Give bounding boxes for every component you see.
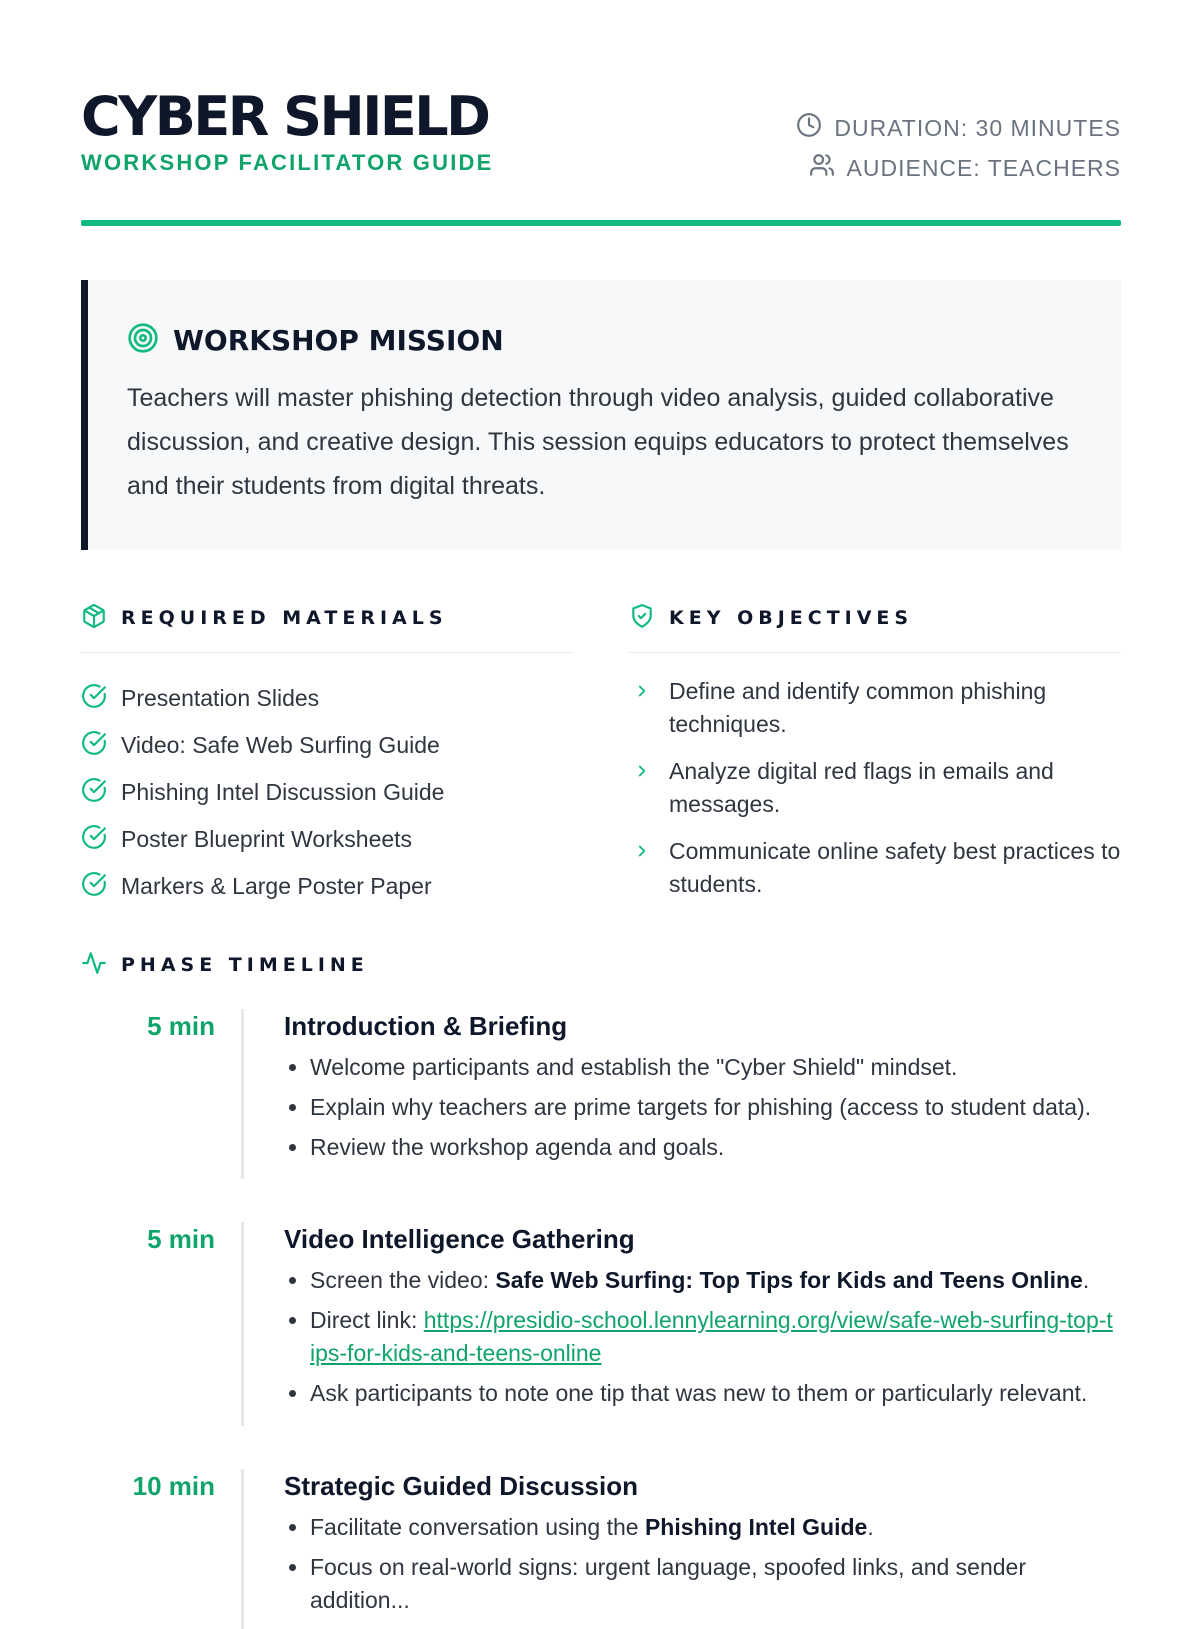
phase-body [284,1469,1114,1624]
brand-title: CYBER SHIELD [81,85,489,148]
phase-duration: 5 min [147,1011,215,1041]
check-circle-icon [81,777,121,809]
timeline-title: PHASE TIMELINE [121,954,369,976]
phase-title: Strategic Guided Discussion [284,1471,638,1501]
list-item: • Welcome participants and establish the "Cyber Shield" mindset. [310,1051,1114,1084]
list-item [629,835,1121,901]
check-circle-icon [81,683,121,715]
chevron-right-icon [629,755,669,790]
list-item [81,769,573,816]
objectives-heading [629,604,1121,632]
mission-heading [127,322,504,359]
box-icon [81,603,107,634]
list-item [310,1304,1114,1370]
target-icon [127,322,159,359]
guide-title: Phishing Intel Guide [644,1514,868,1540]
phase-title: Video Intelligence Gathering [284,1224,635,1254]
materials-section [81,604,573,910]
list-item [81,722,573,769]
phase-duration: 5 min [147,1224,215,1254]
list-item: • Focus on real-world signs: urgent language, spoofed links, and sender addition... [310,1551,1114,1617]
video-title: Safe Web Surfing: Top Tips for Kids and Teens Online [495,1267,1083,1293]
materials-list [81,675,573,910]
phase-title: Introduction & Briefing [284,1011,568,1041]
list-item [81,675,573,722]
check-circle-icon [81,871,121,903]
timeline-line [241,1009,244,1179]
objectives-title: KEY OBJECTIVES [669,607,914,629]
meta-info [796,108,1121,188]
list-item [629,755,1121,821]
timeline-line [241,1469,244,1629]
timeline-line [241,1222,244,1426]
check-circle-icon [81,730,121,762]
material-label: Poster Blueprint Worksheets [121,826,413,852]
objective-text: Communicate online safety best practices to students. [669,838,1121,897]
material-label: Phishing Intel Discussion Guide [121,779,445,805]
phase-body [284,1222,1114,1417]
list-item: • Ask participants to note one tip that was new to them or particularly relevant. [310,1377,1114,1410]
materials-heading [81,604,573,632]
phase-list [284,1264,1114,1410]
item-text: Facilitate conversation using the [310,1514,645,1540]
item-text: . [1082,1267,1090,1293]
video-link[interactable]: https://presidio-school.lennylearning.org/view/safe-web-surfing-top-tips-for-kids-and-teens-online [310,1307,1113,1366]
phase-list [284,1051,1114,1164]
brand-subtitle: WORKSHOP FACILITATOR GUIDE [81,150,494,175]
list-item [81,816,573,863]
audience-row [796,148,1121,188]
material-label: Video: Safe Web Surfing Guide [121,732,440,758]
shield-check-icon [629,603,655,634]
item-text: . [867,1514,874,1540]
audience-text: AUDIENCE: TEACHERS [846,154,1121,181]
list-item [629,675,1121,741]
header [81,84,1121,226]
activity-icon [81,950,107,981]
materials-title: REQUIRED MATERIALS [121,607,448,629]
objectives-section [629,604,1121,915]
item-text: Direct link: [310,1307,424,1333]
duration-text: DURATION: 30 MINUTES [834,114,1121,141]
phase-duration: 10 min [132,1471,215,1501]
objectives-divider [629,652,1121,653]
objectives-list [629,675,1121,901]
material-label: Presentation Slides [121,685,320,711]
objective-text: Analyze digital red flags in emails and messages. [669,758,1054,817]
list-item [81,863,573,910]
check-circle-icon [81,824,121,856]
header-divider [81,220,1121,226]
users-icon [809,152,847,184]
chevron-right-icon [629,835,669,870]
phase-list [284,1511,1114,1617]
material-label: Markers & Large Poster Paper [121,873,432,899]
mission-card [81,280,1121,550]
phase-body [284,1009,1114,1171]
item-text: Screen the video: [310,1267,496,1293]
list-item [310,1264,1114,1297]
clock-icon [796,112,834,144]
chevron-right-icon [629,675,669,710]
timeline-heading [81,951,369,979]
mission-text: Teachers will master phishing detection through video analysis, guided collaborative discussion, and creative design. This session equips educators to protect themselves and their students from digital threats. [127,384,1069,500]
mission-title: WORKSHOP MISSION [173,324,504,357]
materials-divider [81,652,573,653]
objective-text: Define and identify common phishing techniques. [669,678,1047,737]
duration-row [796,108,1121,148]
list-item [310,1511,1114,1544]
list-item: • Explain why teachers are prime targets for phishing (access to student data). [310,1091,1114,1124]
list-item: • Review the workshop agenda and goals. [310,1131,1114,1164]
